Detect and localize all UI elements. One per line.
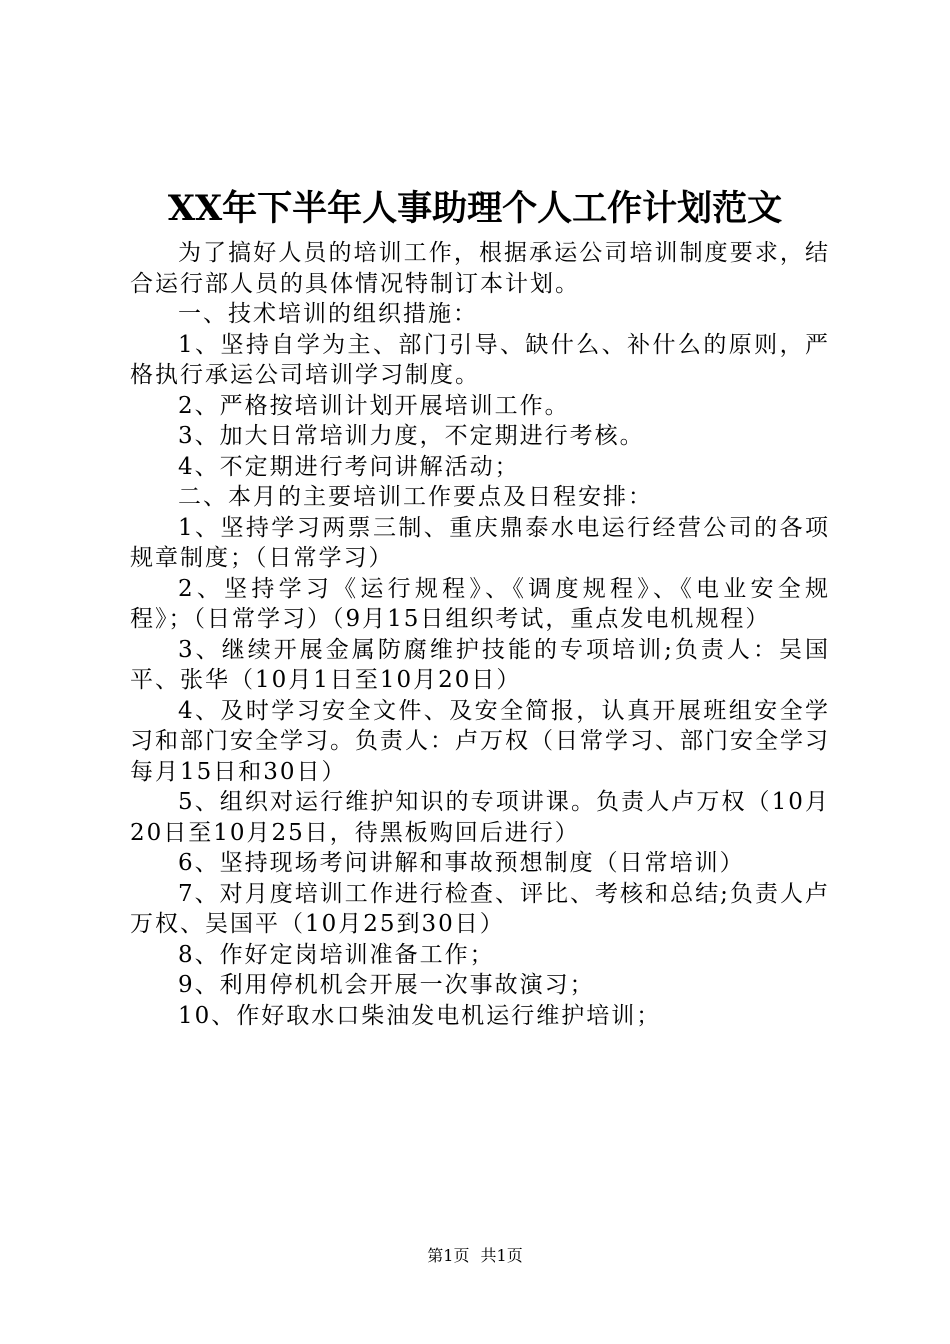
page-footer <box>0 1244 950 1268</box>
list-item: 10、作好取水口柴油发电机运行维护培训； <box>178 1002 662 1029</box>
list-item: 3、继续开展金属防腐维护技能的专项培训;负责人：吴国平、张华（10月1日至10月20日） <box>130 636 830 693</box>
section-heading-2: 二、本月的主要培训工作要点及日程安排： <box>178 484 653 510</box>
list-item: 5、组织对运行维护知识的专项讲课。负责人卢万权（10月20日至10月25日，待黑板购回后进行） <box>130 789 830 846</box>
document-body <box>130 238 830 1031</box>
list-item: 4、及时学习安全文件、及安全简报，认真开展班组安全学习和部门安全学习。负责人：卢万权（日常学习、部门安全学习每月15日和30日） <box>130 697 830 785</box>
list-item: 6、坚持现场考问讲解和事故预想制度（日常培训） <box>178 850 745 876</box>
list-item: 1、坚持自学为主、部门引导、缺什么、补什么的原则，严格执行承运公司培训学习制度。 <box>130 331 830 388</box>
list-item: 8、作好定岗培训准备工作； <box>178 941 495 968</box>
document-title: XX年下半年人事助理个人工作计划范文 <box>167 188 783 229</box>
list-item: 1、坚持学习两票三制、重庆鼎泰水电运行经营公司的各项规章制度；（日常学习） <box>130 514 830 571</box>
list-item: 3、加大日常培训力度，不定期进行考核。 <box>178 423 645 449</box>
list-item: 7、对月度培训工作进行检查、评比、考核和总结;负责人卢万权、吴国平（10月25到30日） <box>130 880 830 937</box>
page-number: 第1页 <box>427 1246 470 1265</box>
list-item: 2、坚持学习《运行规程》、《调度规程》、《电业安全规程》；（日常学习）（9月15日组织考试，重点发电机规程） <box>130 575 830 632</box>
section-heading-1: 一、技术培训的组织措施： <box>178 301 478 327</box>
list-item: 2、严格按培训计划开展培训工作。 <box>178 392 570 419</box>
page-total: 共1页 <box>480 1246 523 1265</box>
paragraph-intro: 为了搞好人员的培训工作，根据承运公司培训制度要求，结合运行部人员的具体情况特制订本计划。 <box>130 240 830 297</box>
list-item: 9、利用停机机会开展一次事故演习； <box>178 972 595 998</box>
list-item: 4、不定期进行考问讲解活动； <box>178 453 520 480</box>
